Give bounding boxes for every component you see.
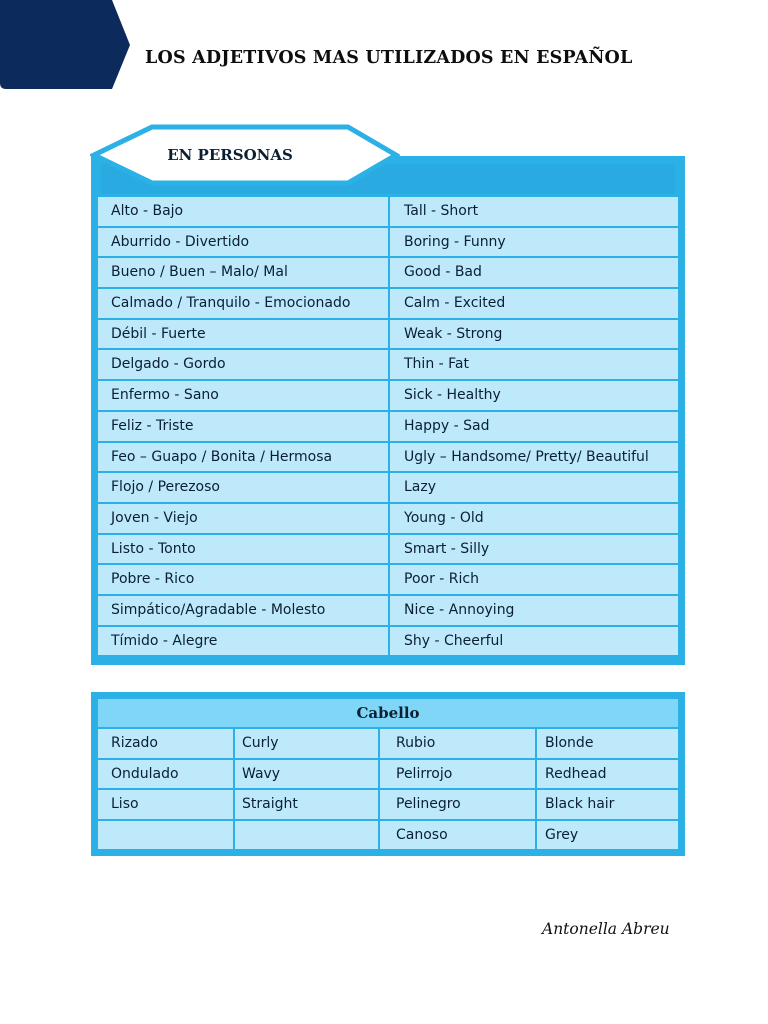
- table-row: [98, 729, 678, 758]
- table-row: [98, 504, 678, 533]
- english-adjectives-cell: Shy - Cheerful: [390, 627, 678, 656]
- spanish-adjectives-cell: Feo – Guapo / Bonita / Hermosa: [98, 443, 388, 472]
- personas-rows: [98, 197, 678, 657]
- corner-badge-shape: [0, 0, 132, 91]
- spanish-adjectives-cell: Calmado / Tranquilo - Emocionado: [98, 289, 388, 318]
- table-row: [98, 258, 678, 287]
- table-row: [98, 535, 678, 564]
- english-adjectives-cell: Thin - Fat: [390, 350, 678, 379]
- table-row: [98, 565, 678, 594]
- spanish-adjectives-cell: Pobre - Rico: [98, 565, 388, 594]
- english-hair-cell: Redhead: [537, 760, 678, 789]
- english-adjectives-cell: Good - Bad: [390, 258, 678, 287]
- cabello-rows: [98, 729, 678, 851]
- spanish-adjectives-cell: Aburrido - Divertido: [98, 228, 388, 257]
- spanish-adjectives-cell: Listo - Tonto: [98, 535, 388, 564]
- english-hair-cell: Curly: [235, 729, 378, 758]
- table-row: [98, 412, 678, 441]
- english-adjectives-cell: Sick - Healthy: [390, 381, 678, 410]
- spanish-adjectives-cell: Joven - Viejo: [98, 504, 388, 533]
- personas-table: [91, 156, 685, 665]
- document-title: LOS ADJETIVOS MAS UTILIZADOS EN ESPAÑOL: [145, 48, 633, 68]
- english-adjectives-cell: Happy - Sad: [390, 412, 678, 441]
- spanish-hair-cell: Canoso: [380, 821, 535, 850]
- table-row: [98, 381, 678, 410]
- table-row: [98, 320, 678, 349]
- table-row: [98, 760, 678, 789]
- english-adjectives-cell: Poor - Rich: [390, 565, 678, 594]
- spanish-hair-cell: Rubio: [380, 729, 535, 758]
- spanish-hair-cell: Ondulado: [98, 760, 233, 789]
- cabello-heading: Cabello: [98, 699, 678, 727]
- spanish-adjectives-cell: Débil - Fuerte: [98, 320, 388, 349]
- author-signature: Antonella Abreu: [542, 920, 670, 938]
- english-hair-cell: Wavy: [235, 760, 378, 789]
- english-hair-cell: Grey: [537, 821, 678, 850]
- english-hair-cell: Black hair: [537, 790, 678, 819]
- english-adjectives-cell: Lazy: [390, 473, 678, 502]
- spanish-adjectives-cell: Alto - Bajo: [98, 197, 388, 226]
- table-row: [98, 596, 678, 625]
- english-adjectives-cell: Weak - Strong: [390, 320, 678, 349]
- spanish-adjectives-cell: Enfermo - Sano: [98, 381, 388, 410]
- table-row: [98, 197, 678, 226]
- english-adjectives-cell: Calm - Excited: [390, 289, 678, 318]
- spanish-adjectives-cell: Bueno / Buen – Malo/ Mal: [98, 258, 388, 287]
- table-row: [98, 627, 678, 656]
- table-row: [98, 443, 678, 472]
- table-row: [98, 289, 678, 318]
- english-adjectives-cell: Tall - Short: [390, 197, 678, 226]
- spanish-hair-cell: Pelinegro: [380, 790, 535, 819]
- english-hair-cell: Straight: [235, 790, 378, 819]
- english-hair-cell: Blonde: [537, 729, 678, 758]
- table-row: [98, 821, 678, 850]
- spanish-hair-cell: Pelirrojo: [380, 760, 535, 789]
- table-row: [98, 790, 678, 819]
- spanish-hair-cell: Rizado: [98, 729, 233, 758]
- spanish-hair-cell: [98, 821, 233, 850]
- cabello-table: [91, 692, 685, 856]
- english-hair-cell: [235, 821, 378, 850]
- spanish-adjectives-cell: Simpático/Agradable - Molesto: [98, 596, 388, 625]
- spanish-adjectives-cell: Flojo / Perezoso: [98, 473, 388, 502]
- english-adjectives-cell: Young - Old: [390, 504, 678, 533]
- english-adjectives-cell: Smart - Silly: [390, 535, 678, 564]
- spanish-adjectives-cell: Delgado - Gordo: [98, 350, 388, 379]
- english-adjectives-cell: Boring - Funny: [390, 228, 678, 257]
- table-row: [98, 350, 678, 379]
- spanish-adjectives-cell: Feliz - Triste: [98, 412, 388, 441]
- table-row: [98, 228, 678, 257]
- english-adjectives-cell: Ugly – Handsome/ Pretty/ Beautiful: [390, 443, 678, 472]
- english-adjectives-cell: Nice - Annoying: [390, 596, 678, 625]
- spanish-adjectives-cell: Tímido - Alegre: [98, 627, 388, 656]
- table-row: [98, 473, 678, 502]
- spanish-hair-cell: Liso: [98, 790, 233, 819]
- personas-heading: EN PERSONAS: [167, 146, 293, 164]
